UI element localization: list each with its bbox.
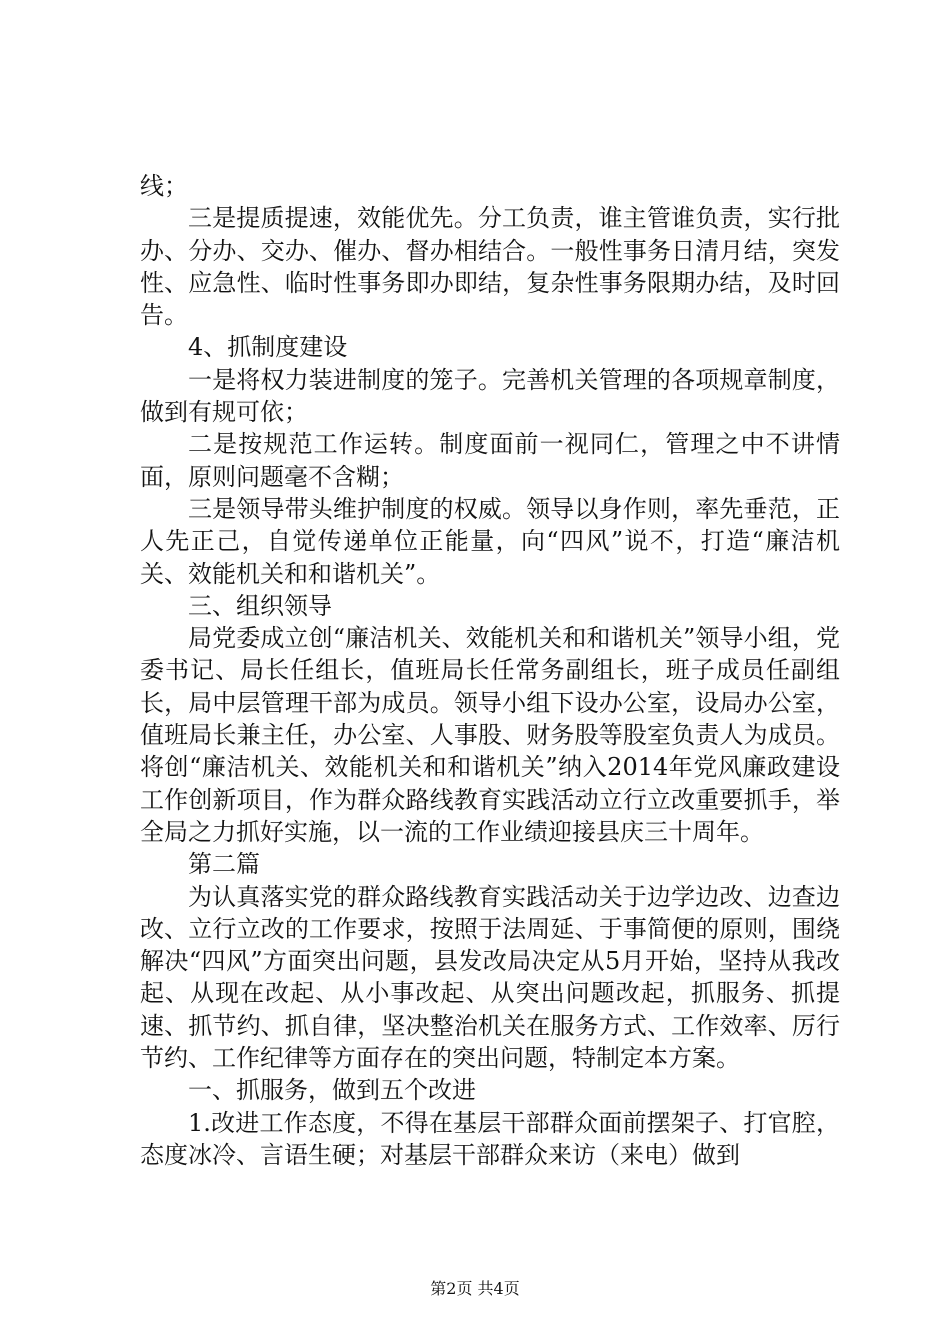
paragraph: 三是提质提速，效能优先。分工负责，谁主管谁负责，实行批办、分办、交办、催办、督办相结合。一般性事务日清月结，突发性、应急性、临时性事务即办即结，复杂性事务限期办结，及时回告。	[140, 204, 840, 330]
paragraph: 三是领导带头维护制度的权威。领导以身作则，率先垂范，正人先正己，自觉传递单位正能量，向“四风”说不，打造“廉洁机关、效能机关和和谐机关”。	[140, 494, 840, 588]
paragraph: 一是将权力装进制度的笼子。完善机关管理的各项规章制度，做到有规可依；	[140, 365, 840, 427]
paragraph: 线；	[140, 172, 188, 200]
page-number: 第2页 共4页	[430, 1279, 520, 1298]
section-heading: 一、抓服务，做到五个改进	[188, 1076, 476, 1105]
paragraph: 二是按规范工作运转。制度面前一视同仁，管理之中不讲情面，原则问题毫不含糊；	[140, 430, 840, 491]
paragraph: 局党委成立创“廉洁机关、效能机关和和谐机关”领导小组，党委书记、局长任组长，值班局长任常务副组长，班子成员任副组长，局中层管理干部为成员。领导小组下设办公室，设局办公室，值班局长兼主任，办公室、人事股、财务股等股室负责人为成员。将创“廉洁机关、效能机关和和谐机关”纳入2014年党风廉政建设工作创新项目，作为群众路线教育实践活动立行立改重要抓手，举全局之力抓好实施，以一流的工作业绩迎接县庆三十周年。	[140, 624, 840, 846]
section-heading: 4、抓制度建设	[188, 333, 348, 362]
paragraph: 为认真落实党的群众路线教育实践活动关于边学边改、边查边改、立行立改的工作要求，按照于法周延、于事简便的原则，围绕解决“四风”方面突出问题，县发改局决定从5月开始，坚持从我改起、从现在改起、从小事改起、从突出问题改起，抓服务、抓提速、抓节约、抓自律，坚决整治机关在服务方式、工作效率、厉行节约、工作纪律等方面存在的突出问题，特制定本方案。	[140, 882, 840, 1073]
page-footer	[0, 1276, 950, 1299]
section-heading: 第二篇	[188, 850, 260, 879]
document-body	[140, 170, 840, 1171]
paragraph: 1.改进工作态度，不得在基层干部群众面前摆架子、打官腔，态度冰冷、言语生硬；对基层干部群众来访（来电）做到	[140, 1108, 840, 1169]
section-heading: 三、组织领导	[188, 591, 332, 620]
